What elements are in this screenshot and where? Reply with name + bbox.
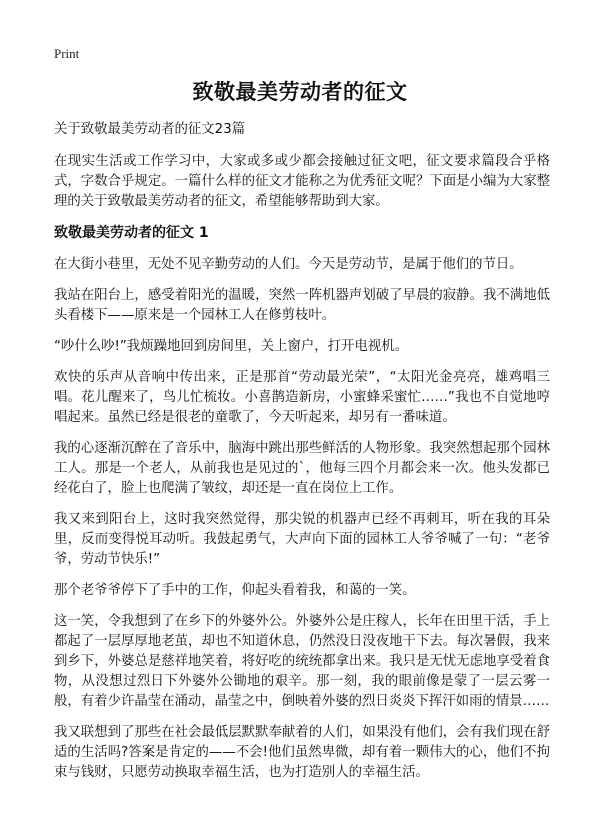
article-subtitle: 关于致敬最美劳动者的征文23篇 <box>54 122 246 137</box>
paragraph: 我又联想到了那些在社会最低层默默奉献着的人们，如果没有他们，会有我们现在舒适的生活吗?答案是肯定的——不会!他们虽然卑微，却有着一颗伟大的心，他们不拘束与钱财，只愿劳动换取幸福生活，也为打造别人的幸福生活。 <box>54 725 550 780</box>
paragraph: 我站在阳台上，感受着阳光的温暖，突然一阵机器声划破了早晨的寂静。我不满地低头看楼下——原来是一个园林工人在修剪枝叶。 <box>54 288 550 323</box>
paragraph: 我的心逐渐沉醉在了音乐中，脑海中跳出那些鲜活的人物形象。我突然想起那个园林工人。那是一个老人，从前我也是见过的`，他每三四个月都会来一次。他头发都已经花白了，脸上也爬满了皱纹，却还是一直在岗位上工作。 <box>54 441 550 496</box>
section-heading: 致敬最美劳动者的征文 1 <box>54 225 209 241</box>
paragraph: “吵什么吵!”我烦躁地回到房间里，关上窗户，打开电视机。 <box>54 339 409 354</box>
paragraph: 我又来到阳台上，这时我突然觉得，那尖锐的机器声已经不再刺耳，听在我的耳朵里，反而变得悦耳动听。我鼓起勇气，大声向下面的园林工人爷爷喊了一句：“老爷爷，劳动节快乐!” <box>54 512 550 567</box>
print-link[interactable]: Print <box>54 46 80 61</box>
intro-paragraph: 在现实生活或工作学习中，大家或多或少都会接触过征文吧，征文要求篇段合乎格式，字数合乎规定。一篇什么样的征文才能称之为优秀征文呢？下面是小编为大家整理的关于致敬最美劳动者的征文，希望能够帮助到大家。 <box>54 154 550 209</box>
paragraph: 那个老爷爷停下了手中的工作，仰起头看着我，和蔼的一笑。 <box>54 583 416 598</box>
article-body <box>54 120 550 794</box>
paragraph: 欢快的乐声从音响中传出来，正是那首“劳动最光荣”，“太阳光金亮亮，雄鸡唱三唱。花儿醒来了，鸟儿忙梳妆。小喜鹊造新房，小蜜蜂采蜜忙……”我也不自觉地哼唱起来。虽然已经是很老的童歌了，今天听起来，却另有一番味道。 <box>54 370 550 425</box>
page-title: 致敬最美劳动者的征文 <box>192 80 408 104</box>
paragraph: 这一笑，令我想到了在乡下的外婆外公。外婆外公是庄稼人，长年在田里干活，手上都起了一层厚厚地老茧，却也不知道休息，仍然没日没夜地干下去。每次暑假，我来到乡下，外婆总是慈祥地笑着，将好吃的统统都拿出来。我只是无忧无虑地享受着食物，从没想过烈日下外婆外公锄地的艰辛。那一刻，我的眼前像是蒙了一层云雾一般，有着少许晶莹在涌动，晶莹之中，倒映着外婆的烈日炎炎下挥汗如雨的情景…… <box>54 614 550 709</box>
paragraph: 在大街小巷里，无处不见辛勤劳动的人们。今天是劳动节，是属于他们的节日。 <box>54 257 523 272</box>
